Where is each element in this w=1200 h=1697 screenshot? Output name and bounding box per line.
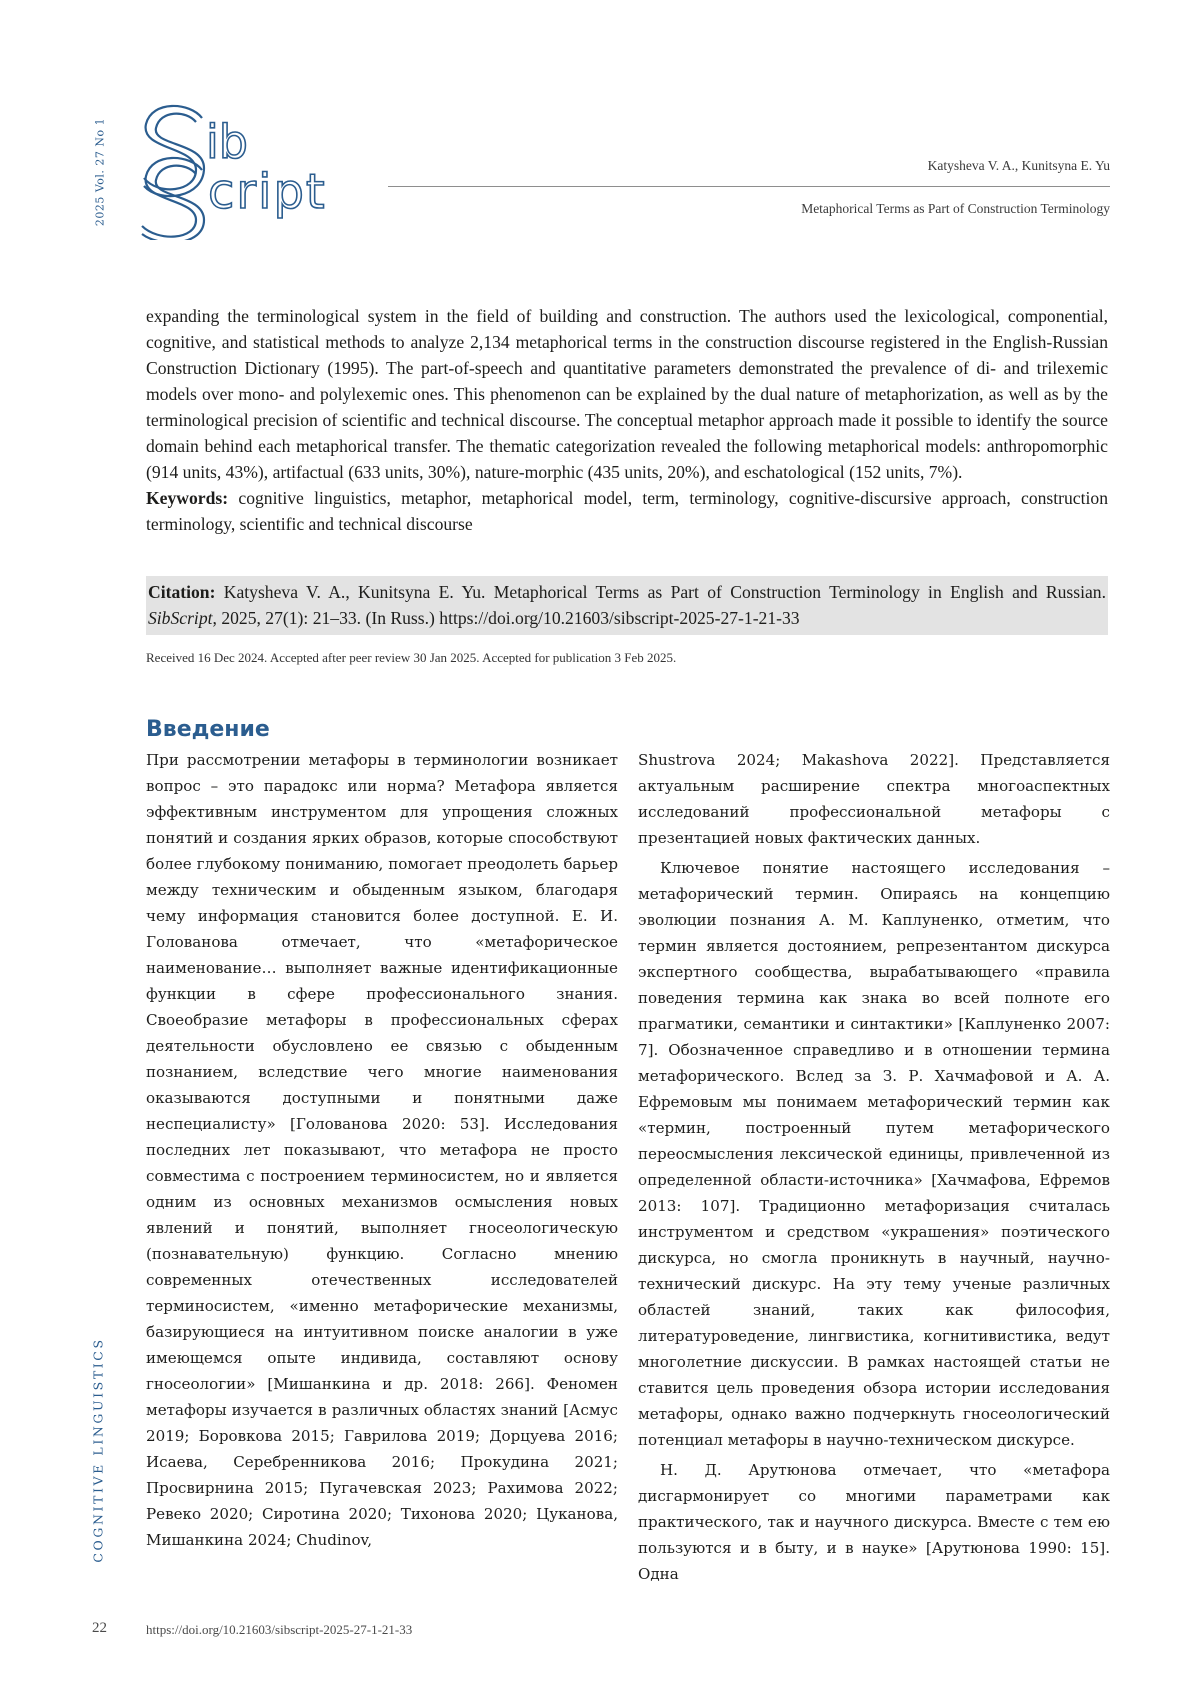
page-number: 22 xyxy=(92,1620,107,1636)
running-authors: Katysheva V. A., Kunitsyna E. Yu xyxy=(927,158,1110,173)
abstract-text: expanding the terminological system in the field of building and construction. The authors used the lexicological, componential, cognitive, and statistical methods to analyze 2,134 metaphorical terms in the construction discourse registered in the English-Russian Construction Dictionary (1995). The part-of-speech and quantitative parameters demonstrated the prevalence of di- and trilexemic models over mono- and polylexemic ones. This phenomenon can be explained by the dual nature of metaphorization, as well as by the terminological precision of scientific and technical discourse. The conceptual metaphor approach made it possible to identify the source domain behind each metaphorical transfer. The thematic categorization revealed the following metaphorical models: anthropomorphic (914 units, 43%), artifactual (633 units, 30%), nature-morphic (435 units, 20%), and eschatological (152 units, 7%). xyxy=(146,306,1108,482)
header-divider xyxy=(388,186,1110,187)
footer-doi-link[interactable]: https://doi.org/10.21603/sibscript-2025-27-1-21-33 xyxy=(146,1622,413,1637)
paragraph: Ключевое понятие настоящего исследования – метафорический термин. Опираясь на концепцию эволюции познания А. М. Каплуненко, отметим, что термин является достоянием, репрезентантом дискурса экспертного сообщества, вырабатывающего «правила поведения термина как знака во всей полноте его прагматики, семантики и синтактики» [Каплуненко 2007: 7]. Обозначенное справедливо и в отношении термина метафорического. Вслед за З. Р. Хачмафовой и А. А. Ефремовым мы понимаем метафорический термин как «термин, построенный путем метафорического переосмысления лексической единицы, привлеченной из определенной области-источника» [Хачмафова, Ефремов 2013: 107]. Традиционно метафоризация считалась инструментом и средством «украшения» поэтического дискурса, но смогла проникнуть в научный, научно-технический дискурс. На эту тему ученые различных областей знаний, таких как философия, литературоведение, лингвистика, когнитивистика, ведут многолетние дискуссии. В рамках настоящей статьи не ставится цель проведения обзора истории исследования метафоры, однако важно подчеркнуть гносеологический потенциал метафоры в научно-техническом дискурсе. xyxy=(638,859,1110,1449)
paragraph: Shustrova 2024; Makashova 2022]. Представляется актуальным расширение спектра многоаспектных исследований профессиональной метафоры с презентацией новых фактических данных. xyxy=(638,751,1110,847)
paragraph: При рассмотрении метафоры в терминологии возникает вопрос – это парадокс или норма? Метафора является эффективным инструментом для упрощения сложных понятий и создания ярких образов, которые способствуют более глубокому пониманию, помогает преодолеть барьер между техническим и обыденным языком, благодаря чему информация становится более доступной. Е. И. Голованова отмечает, что «метафорическое наименование… выполняет важные идентификационные функции в сфере профессионального знания. Своеобразие метафоры в профессиональных сферах деятельности обусловлено ее связью с обыденным познанием, вследствие чего многие наименования оказываются доступными и понятными даже неспециалисту» [Голованова 2020: 53]. Исследования последних лет показывают, что метафора не просто совместима с построением терминосистем, но и является одним из основных механизмов осмысления новых явлений и понятий, выполняет гносеологическую (познавательную) функцию. Согласно мнению современных отечественных исследователей терминосистем, «именно метафорические механизмы, базирующиеся на интуитивном поиске аналогии в уже имеющемся опыте индивида, составляют основу гносеологии» [Мишанкина и др. 2018: 266]. Феномен метафоры изучается в различных областях знаний [Асмус 2019; Боровкова 2015; Гаврилова 2019; Дорцуева 2016; Исаева, Серебренникова 2016; Прокудина 2021; Просвирнина 2015; Пугачевская 2023; Рахимова 2022; Ревеко 2020; Сиротина 2020; Тихонова 2020; Цуканова, Мишанкина 2024; Chudinov, xyxy=(146,751,618,1549)
right-column xyxy=(638,747,1110,1587)
citation-text-after: , 2025, 27(1): 21–33. (In Russ.) https://doi.org/10.21603/sibscript-2025-27-1-21-33 xyxy=(212,608,800,628)
paragraph: Н. Д. Арутюнова отмечает, что «метафора дисгармонирует со многими параметрами как практического, так и научного дискурса. Вместе с тем ею пользуются и в быту, и в науке» [Арутюнова 1990: 15]. Одна xyxy=(638,1461,1110,1583)
section-sidebar xyxy=(88,1330,108,1570)
keywords-text: cognitive linguistics, metaphor, metaphorical model, term, terminology, cognitive-discursive approach, construction terminology, scientific and technical discourse xyxy=(146,488,1108,534)
abstract xyxy=(146,303,1108,537)
running-title: Metaphorical Terms as Part of Construction Terminology xyxy=(801,201,1110,216)
issue-sidebar xyxy=(90,102,110,242)
citation-text: Katysheva V. A., Kunitsyna E. Yu. Metaphorical Terms as Part of Construction Terminology in English and Russian. xyxy=(223,582,1106,602)
journal-logo xyxy=(140,100,370,240)
section-heading: Введение xyxy=(146,717,270,742)
citation-box xyxy=(146,576,1108,635)
citation-label: Citation: xyxy=(148,582,216,602)
left-column xyxy=(146,747,618,1553)
citation-journal: SibScript xyxy=(148,608,213,628)
received-dates: Received 16 Dec 2024. Accepted after peer review 30 Jan 2025. Accepted for publication 3 Feb 2025. xyxy=(146,650,677,665)
logo-text-ib: ib xyxy=(206,115,248,169)
keywords-label: Keywords: xyxy=(146,488,229,508)
logo-text-cript: cript xyxy=(208,164,327,220)
issue-label: 2025 Vol. 27 No 1 xyxy=(93,117,107,227)
section-label: COGNITIVE LINGUISTICS xyxy=(90,1337,106,1563)
logo-s-upper-inner xyxy=(144,114,204,196)
